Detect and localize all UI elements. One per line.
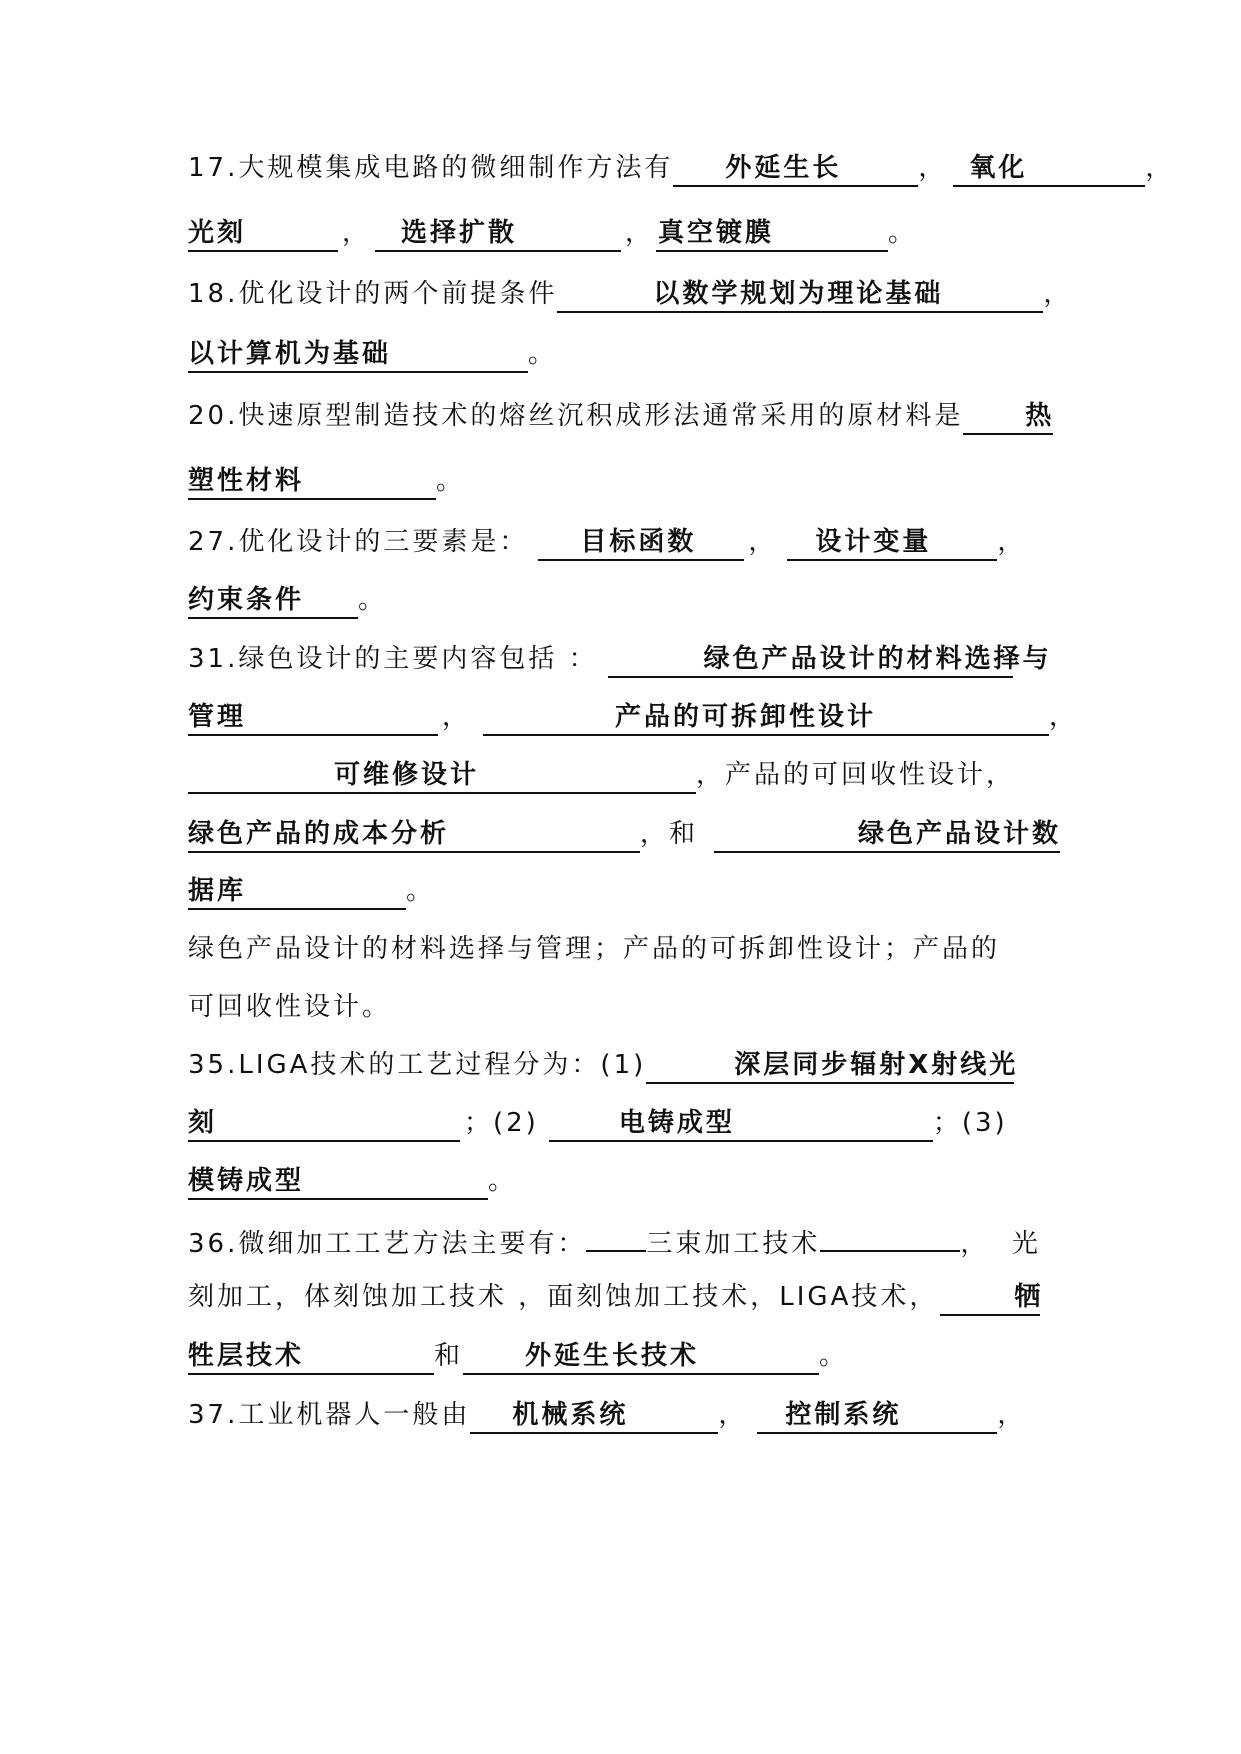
q36-answer-2-part2: 牲层技术 (188, 1339, 434, 1375)
q35-answer-3: 模铸成型 (188, 1164, 488, 1200)
q17-answer-4: 选择扩散 (375, 216, 621, 252)
q37-line1 (188, 1392, 1181, 1438)
period: 。 (436, 466, 466, 496)
q18-prefix: 18.优化设计的两个前提条件 (188, 279, 558, 309)
q17-answer-1: 外延生长 (673, 151, 918, 187)
separator: ， (918, 153, 948, 183)
q36-line1 (188, 1216, 1181, 1262)
q20-line1 (188, 393, 1181, 439)
q20-answer-part2: 塑性材料 (188, 464, 436, 500)
separator: ， (1145, 153, 1175, 183)
q27-line1 (188, 519, 1181, 565)
q17-answer-5: 真空镀膜 (656, 216, 888, 252)
separator: ， (718, 1400, 748, 1430)
q36-prefix: 36.微细加工工艺方法主要有： (188, 1229, 587, 1259)
q36-after-answer-1: ， 光 (960, 1229, 1041, 1259)
q31-answer-1-part1: 绿色产品设计的材料选择与 (608, 642, 1013, 678)
q35-part2-label: ；(2) (464, 1108, 539, 1138)
separator: ， (997, 527, 1027, 557)
q31-line1 (188, 636, 1181, 682)
q27-answer-1: 目标函数 (538, 525, 744, 561)
q36-answer-3: 外延生长技术 (463, 1339, 819, 1375)
q27-answer-2: 设计变量 (787, 525, 997, 561)
period: 。 (358, 585, 388, 615)
q36-blank-trail (820, 1216, 960, 1252)
q20-prefix: 20.快速原型制造技术的熔丝沉积成形法通常采用的原材料是 (188, 401, 964, 431)
q31-answer-2: 产品的可拆卸性设计 (483, 700, 1049, 736)
separator: ， (342, 218, 372, 248)
q31-note-line2: 可回收性设计。 (188, 992, 392, 1022)
q31-answer-5-part2: 据库 (188, 874, 406, 910)
q35-part3-label: ；(3) (932, 1108, 1008, 1138)
q31-prefix: 31.绿色设计的主要内容包括 ： (188, 644, 598, 674)
separator: ， (625, 218, 655, 248)
q27-prefix: 27.优化设计的三要素是： (188, 527, 529, 557)
q36-blank-lead (586, 1216, 646, 1252)
q35-prefix: 35.LIGA技术的工艺过程分为：(1) (188, 1050, 647, 1080)
separator: ， (442, 702, 472, 732)
q36-and: 和 (434, 1341, 464, 1371)
period: 。 (528, 339, 558, 369)
period: 。 (488, 1166, 518, 1196)
q37-answer-1: 机械系统 (470, 1398, 718, 1434)
q31-and: ，和 (640, 819, 699, 849)
q35-line1 (188, 1042, 1181, 1088)
q17-answer-3: 光刻 (188, 216, 338, 252)
q35-answer-2: 电铸成型 (549, 1106, 933, 1142)
q20-answer-part1: 热 (963, 399, 1053, 435)
q31-mid-text: ，产品的可回收性设计， (696, 760, 1016, 790)
q35-line2 (188, 1100, 1181, 1146)
q31-answer-5-part1: 绿色产品设计数 (714, 817, 1060, 853)
q17-line2 (188, 210, 1181, 256)
q27-answer-3: 约束条件 (188, 583, 358, 619)
q36-line2 (188, 1274, 1181, 1320)
period: 。 (406, 876, 436, 906)
separator: ， (1043, 279, 1073, 309)
q36-line2-text: 刻加工，体刻蚀加工技术 ，面刻蚀加工技术，LIGA技术， (188, 1282, 939, 1312)
q31-line5 (188, 868, 1181, 914)
q31-line2 (188, 694, 1181, 740)
q17-line1 (188, 145, 1181, 191)
period: 。 (819, 1341, 849, 1371)
q31-line3 (188, 752, 1181, 798)
q17-prefix: 17.大规模集成电路的微细制作方法有 (188, 153, 674, 183)
q37-answer-2: 控制系统 (757, 1398, 997, 1434)
q31-answer-4: 绿色产品的成本分析 (188, 817, 640, 853)
q27-line2 (188, 577, 1181, 623)
q31-answer-1-part2: 管理 (188, 700, 438, 736)
q18-line2 (188, 331, 1181, 377)
q20-line2 (188, 458, 1181, 504)
q35-answer-1-part2: 刻 (188, 1106, 460, 1142)
q31-note-line1: 绿色产品设计的材料选择与管理；产品的可拆卸性设计；产品的 (188, 934, 1001, 964)
period: 。 (888, 218, 918, 248)
q31-answer-3: 可维修设计 (188, 758, 696, 794)
q36-answer-1: 三束加工技术 (646, 1229, 821, 1259)
q18-line1 (188, 271, 1181, 317)
separator: ， (748, 527, 778, 557)
q17-answer-2: 氧化 (953, 151, 1145, 187)
q31-line4 (188, 811, 1181, 857)
q37-prefix: 37.工业机器人一般由 (188, 1400, 471, 1430)
q18-answer-2: 以计算机为基础 (188, 337, 528, 373)
separator: ， (997, 1400, 1027, 1430)
q36-answer-2-part1: 牺 (940, 1280, 1040, 1316)
separator: ， (1049, 702, 1079, 732)
q35-line3 (188, 1158, 1181, 1204)
q35-answer-1-part1: 深层同步辐射X射线光 (646, 1048, 1014, 1084)
q18-answer-1: 以数学规划为理论基础 (557, 277, 1043, 313)
q36-line3 (188, 1333, 1181, 1379)
